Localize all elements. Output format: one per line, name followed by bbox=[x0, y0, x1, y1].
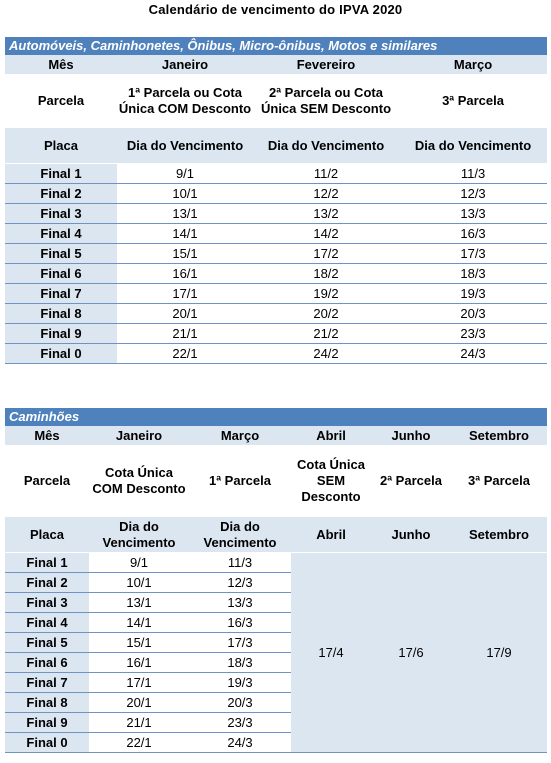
plate-final-label: Final 7 bbox=[5, 284, 117, 304]
due-date-value: 15/1 bbox=[89, 633, 189, 653]
table-row bbox=[5, 324, 547, 344]
due-date-value: 19/3 bbox=[399, 284, 547, 304]
header-due-day: Setembro bbox=[451, 517, 547, 553]
due-date-value: 24/3 bbox=[189, 733, 291, 753]
due-date-value: 22/1 bbox=[89, 733, 189, 753]
header-month: Fevereiro bbox=[253, 55, 399, 75]
table-row bbox=[5, 204, 547, 224]
plate-final-label: Final 1 bbox=[5, 164, 117, 184]
plate-final-label: Final 7 bbox=[5, 673, 89, 693]
header-due-day: Dia do Vencimento bbox=[117, 128, 253, 164]
due-date-value: 15/1 bbox=[117, 244, 253, 264]
due-date-value: 9/1 bbox=[89, 553, 189, 573]
plate-final-label: Final 0 bbox=[5, 344, 117, 364]
due-date-value: 21/1 bbox=[89, 713, 189, 733]
due-date-value: 24/3 bbox=[399, 344, 547, 364]
due-date-value: 14/1 bbox=[117, 224, 253, 244]
header-placa: Placa bbox=[5, 517, 89, 553]
header-month: Abril bbox=[291, 426, 371, 446]
plate-final-label: Final 5 bbox=[5, 244, 117, 264]
plate-final-label: Final 3 bbox=[5, 204, 117, 224]
plate-final-label: Final 9 bbox=[5, 324, 117, 344]
header-due-day: Junho bbox=[371, 517, 451, 553]
table-row bbox=[5, 553, 547, 573]
header-due-day: Abril bbox=[291, 517, 371, 553]
due-date-value: 12/3 bbox=[189, 573, 291, 593]
page-title: Calendário de vencimento do IPVA 2020 bbox=[148, 2, 403, 17]
due-date-value: 17/3 bbox=[189, 633, 291, 653]
due-date-value: 18/3 bbox=[189, 653, 291, 673]
header-month: Março bbox=[189, 426, 291, 446]
due-date-value: 16/3 bbox=[189, 613, 291, 633]
due-date-value: 17/3 bbox=[399, 244, 547, 264]
table-row bbox=[5, 284, 547, 304]
header-installment: 3ª Parcela bbox=[451, 446, 547, 517]
table-row bbox=[5, 264, 547, 284]
plate-final-label: Final 4 bbox=[5, 224, 117, 244]
due-date-value: 10/1 bbox=[117, 184, 253, 204]
header-month: Janeiro bbox=[117, 55, 253, 75]
due-date-value: 9/1 bbox=[117, 164, 253, 184]
due-date-value: 16/1 bbox=[117, 264, 253, 284]
plate-final-label: Final 1 bbox=[5, 553, 89, 573]
header-mes: Mês bbox=[5, 55, 117, 75]
due-date-value: 12/3 bbox=[399, 184, 547, 204]
due-date-value: 21/2 bbox=[253, 324, 399, 344]
header-due-day: Dia do Vencimento bbox=[399, 128, 547, 164]
due-date-value: 19/2 bbox=[253, 284, 399, 304]
plate-final-label: Final 3 bbox=[5, 593, 89, 613]
header-due-day: Dia do Vencimento bbox=[253, 128, 399, 164]
due-date-value: 14/1 bbox=[89, 613, 189, 633]
table-row bbox=[5, 304, 547, 324]
due-date-value: 20/3 bbox=[189, 693, 291, 713]
table-row bbox=[5, 344, 547, 364]
due-date-value: 18/3 bbox=[399, 264, 547, 284]
plate-final-label: Final 6 bbox=[5, 264, 117, 284]
due-date-value: 16/3 bbox=[399, 224, 547, 244]
due-date-value: 20/2 bbox=[253, 304, 399, 324]
plate-final-label: Final 8 bbox=[5, 693, 89, 713]
due-date-value: 13/2 bbox=[253, 204, 399, 224]
due-date-value: 16/1 bbox=[89, 653, 189, 673]
plate-final-label: Final 5 bbox=[5, 633, 89, 653]
due-date-value: 11/3 bbox=[399, 164, 547, 184]
due-date-value: 13/3 bbox=[399, 204, 547, 224]
due-date-value: 17/1 bbox=[89, 673, 189, 693]
due-date-value: 17/2 bbox=[253, 244, 399, 264]
header-due-day: Dia do Vencimento bbox=[189, 517, 291, 553]
header-parcela: Parcela bbox=[5, 75, 117, 128]
header-month: Março bbox=[399, 55, 547, 75]
due-date-value: 14/2 bbox=[253, 224, 399, 244]
header-placa: Placa bbox=[5, 128, 117, 164]
due-date-value: 21/1 bbox=[117, 324, 253, 344]
plate-final-label: Final 9 bbox=[5, 713, 89, 733]
vehicle-category-band: Caminhões bbox=[5, 408, 547, 426]
due-date-value: 17/1 bbox=[117, 284, 253, 304]
header-installment: 3ª Parcela bbox=[399, 75, 547, 128]
table-row bbox=[5, 164, 547, 184]
header-month: Setembro bbox=[451, 426, 547, 446]
header-installment: 2ª Parcela ou Cota Única SEM Desconto bbox=[253, 75, 399, 128]
merged-due-date: 17/9 bbox=[451, 553, 547, 753]
due-date-value: 12/2 bbox=[253, 184, 399, 204]
table-row bbox=[5, 224, 547, 244]
due-date-value: 11/2 bbox=[253, 164, 399, 184]
due-date-value: 11/3 bbox=[189, 553, 291, 573]
due-date-value: 13/1 bbox=[89, 593, 189, 613]
header-due-day: Dia do Vencimento bbox=[89, 517, 189, 553]
due-date-value: 24/2 bbox=[253, 344, 399, 364]
plate-final-label: Final 2 bbox=[5, 184, 117, 204]
header-installment: 2ª Parcela bbox=[371, 446, 451, 517]
due-date-value: 22/1 bbox=[117, 344, 253, 364]
header-installment: Cota Única COM Desconto bbox=[89, 446, 189, 517]
header-mes: Mês bbox=[5, 426, 89, 446]
vehicle-category-band: Automóveis, Caminhonetes, Ônibus, Micro-ônibus, Motos e similares bbox=[5, 37, 547, 55]
merged-due-date: 17/6 bbox=[371, 553, 451, 753]
due-date-value: 18/2 bbox=[253, 264, 399, 284]
due-date-value: 20/1 bbox=[89, 693, 189, 713]
due-date-value: 23/3 bbox=[189, 713, 291, 733]
plate-final-label: Final 6 bbox=[5, 653, 89, 673]
header-installment: 1ª Parcela bbox=[189, 446, 291, 517]
merged-due-date: 17/4 bbox=[291, 553, 371, 753]
ipva-table-automoveis bbox=[5, 37, 547, 364]
plate-final-label: Final 4 bbox=[5, 613, 89, 633]
due-date-value: 13/1 bbox=[117, 204, 253, 224]
due-date-value: 10/1 bbox=[89, 573, 189, 593]
table-row bbox=[5, 244, 547, 264]
due-date-value: 19/3 bbox=[189, 673, 291, 693]
table-row bbox=[5, 184, 547, 204]
plate-final-label: Final 0 bbox=[5, 733, 89, 753]
header-installment: 1ª Parcela ou Cota Única COM Desconto bbox=[117, 75, 253, 128]
header-installment: Cota Única SEM Desconto bbox=[291, 446, 371, 517]
due-date-value: 20/3 bbox=[399, 304, 547, 324]
plate-final-label: Final 2 bbox=[5, 573, 89, 593]
header-parcela: Parcela bbox=[5, 446, 89, 517]
due-date-value: 13/3 bbox=[189, 593, 291, 613]
header-month: Janeiro bbox=[89, 426, 189, 446]
due-date-value: 20/1 bbox=[117, 304, 253, 324]
header-month: Junho bbox=[371, 426, 451, 446]
ipva-table-caminhoes bbox=[5, 408, 547, 753]
plate-final-label: Final 8 bbox=[5, 304, 117, 324]
due-date-value: 23/3 bbox=[399, 324, 547, 344]
